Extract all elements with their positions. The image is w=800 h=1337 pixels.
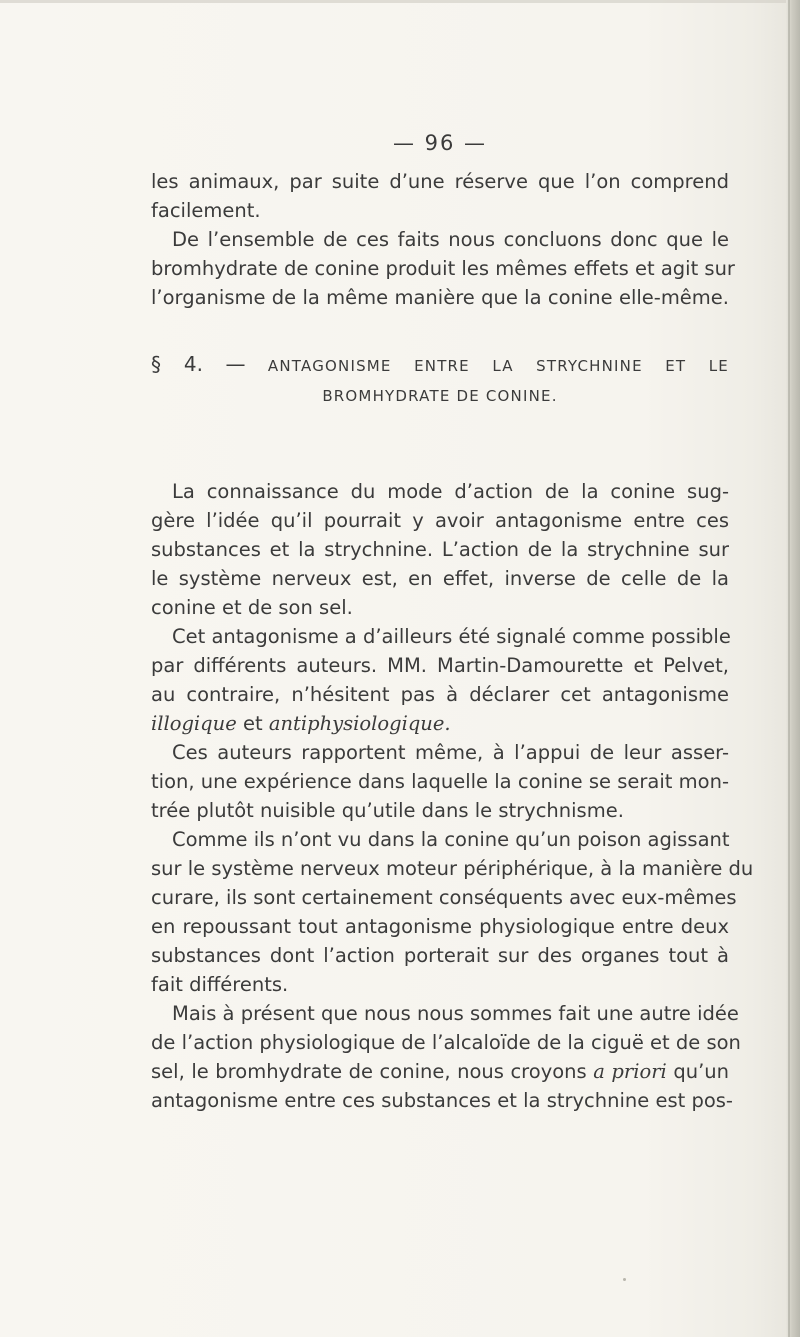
page-top-edge: [0, 0, 800, 3]
paragraph-6-line-2: sur le système nerveux moteur périphérique, à la manière du: [151, 857, 754, 880]
paragraph-3-line-1: La connaissance du mode d’action de la conine sug-: [172, 480, 729, 503]
section-title-line-1: ANTAGONISME ENTRE LA STRYCHNINE ET LE: [267, 357, 729, 375]
paragraph-4-line-4: [151, 711, 729, 737]
paragraph-5-line-1: Ces auteurs rapportent même, à l’appui de leur asser-: [172, 741, 729, 764]
paragraph-7-line-3-before: sel, le bromhydrate de conine, nous croyons: [151, 1060, 587, 1083]
paragraph-4-line-1: Cet antagonisme a d’ailleurs été signalé comme possible: [172, 625, 731, 648]
italic-illogique: illogique: [151, 712, 237, 735]
paper-speck: [623, 1278, 626, 1281]
paragraph-5-line-3: trée plutôt nuisible qu’utile dans le strychnisme.: [151, 799, 624, 822]
paragraph-5-line-2: tion, une expérience dans laquelle la conine se serait mon-: [151, 770, 729, 793]
paragraph-1-line-2: facilement.: [151, 199, 261, 222]
paragraph-7-line-2: de l’action physiologique de l’alcaloïde de la ciguë et de son: [151, 1031, 741, 1054]
paragraph-7-line-4: antagonisme entre ces substances et la strychnine est pos-: [151, 1089, 733, 1112]
paragraph-3-line-2: gère l’idée qu’il pourrait y avoir antagonisme entre ces: [151, 509, 729, 532]
paragraph-2-line-1: De l’ensemble de ces faits nous concluons donc que le: [172, 228, 729, 251]
page-edge-shadow: [788, 0, 790, 1337]
paragraph-3-line-3: substances et la strychnine. L’action de la strychnine sur: [151, 538, 729, 561]
paragraph-3-line-4: le système nerveux est, en effet, inverse de celle de la: [151, 567, 729, 590]
paragraph-6-line-3: curare, ils sont certainement conséquents avec eux-mêmes: [151, 886, 737, 909]
paragraph-7-line-1: Mais à présent que nous nous sommes fait une autre idée: [172, 1002, 739, 1025]
paragraph-6-line-5: substances dont l’action porterait sur des organes tout à: [151, 944, 729, 967]
paragraph-3-line-5: conine et de son sel.: [151, 596, 353, 619]
connector-et: et: [242, 712, 263, 735]
paragraph-6-line-1: Comme ils n’ont vu dans la conine qu’un poison agissant: [172, 828, 730, 851]
paragraph-2-line-2: bromhydrate de conine produit les mêmes effets et agit sur: [151, 257, 735, 280]
section-title-line-2: BROMHYDRATE DE CONINE.: [322, 387, 558, 405]
section-heading-line-1: [151, 352, 729, 376]
paragraph-2-line-3: l’organisme de la même manière que la conine elle-même.: [151, 286, 729, 309]
paragraph-4-line-2: par différents auteurs. MM. Martin-Damourette et Pelvet,: [151, 654, 729, 677]
page-number: — 96 —: [392, 131, 488, 155]
paragraph-6-line-4: en repoussant tout antagonisme physiologique entre deux: [151, 915, 729, 938]
italic-antiphysiologique: antiphysiologique.: [268, 712, 451, 735]
paragraph-7-line-3-after: qu’un: [673, 1060, 729, 1083]
paragraph-4-line-3: au contraire, n’hésitent pas à déclarer cet antagonisme: [151, 683, 729, 706]
italic-a-priori: a priori: [593, 1060, 667, 1083]
section-number: § 4.: [151, 352, 203, 376]
section-dash: —: [225, 352, 246, 376]
paragraph-7-line-3: [151, 1059, 729, 1085]
paragraph-6-line-6: fait différents.: [151, 973, 289, 996]
paragraph-1-line-1: les animaux, par suite d’une réserve que l’on comprend: [151, 170, 729, 193]
